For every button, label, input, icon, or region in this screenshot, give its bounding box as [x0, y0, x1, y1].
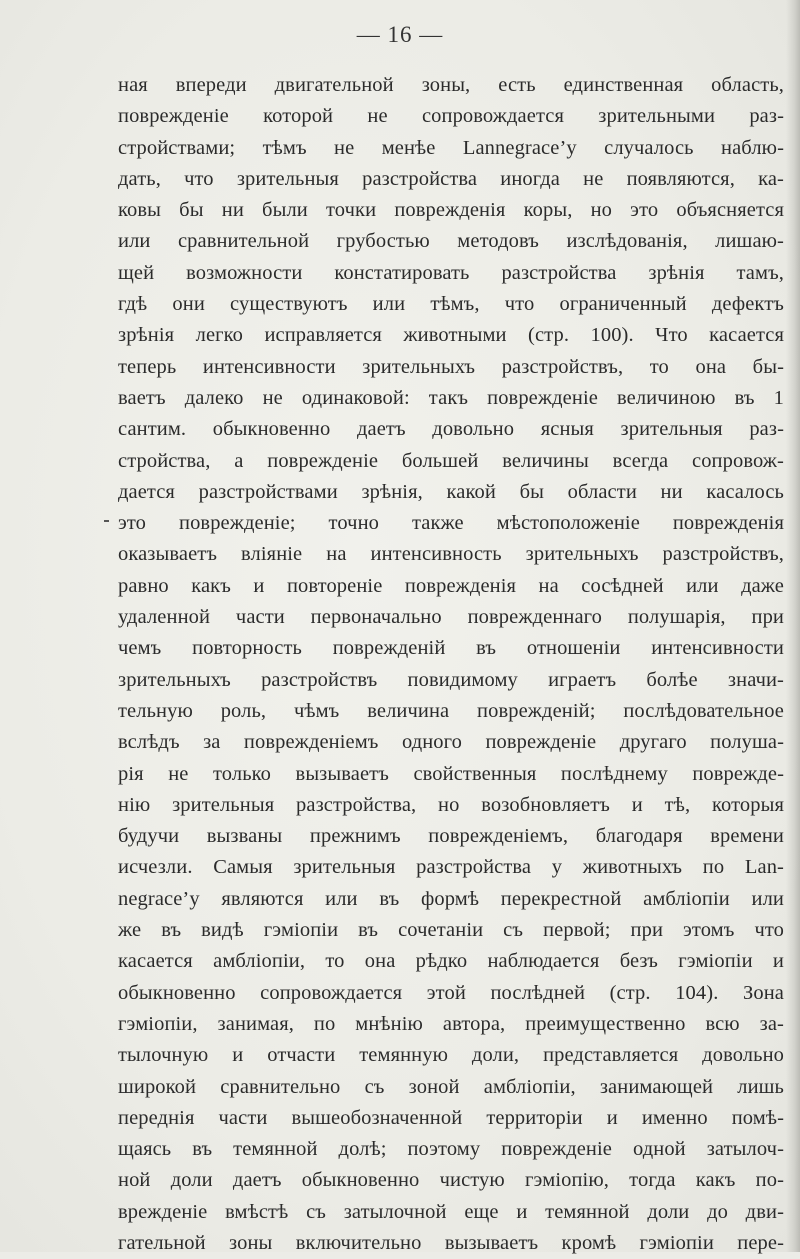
text-line: широкой сравнительно съ зоной амбліопіи, занимающей лишь: [118, 1075, 784, 1098]
text-line: поврежденіе которой не сопровождается зрительными раз-: [118, 105, 784, 128]
text-line: ной доли даетъ обыкновенно чистую гэміопію, тогда какъ по-: [118, 1169, 784, 1192]
text-line: гательной зоны включительно вызываетъ кромѣ гэміопіи пере-: [118, 1231, 784, 1254]
text-line: сантим. обыкновенно даетъ довольно ясныя зрительныя раз-: [118, 418, 784, 441]
text-line: тельную роль, чѣмъ величина поврежденій; послѣдовательное: [118, 699, 784, 722]
text-line: будучи вызваны прежнимъ поврежденіемъ, благодаря времени: [118, 825, 784, 848]
text-line: стройствами; тѣмъ не менѣе Lannegrace’у случалось наблю-: [118, 136, 784, 159]
text-line: стройства, а поврежденіе большей величины всегда сопровож-: [118, 449, 784, 472]
text-line: врежденіе вмѣстѣ съ затылочной еще и темянной доли до дви-: [118, 1200, 784, 1223]
text-line: рія не только вызываетъ свойственныя послѣднему поврежде-: [118, 762, 784, 785]
text-line: или сравнительной грубостью методовъ изслѣдованія, лишаю-: [118, 230, 784, 253]
page-edge-shadow: [786, 0, 800, 1252]
text-line: щей возможности констатировать разстройства зрѣнія тамъ,: [118, 261, 784, 284]
text-line: касается амбліопіи, то она рѣдко наблюдается безъ гэміопіи и: [118, 950, 784, 973]
text-line: гдѣ они существуютъ или тѣмъ, что ограниченный дефектъ: [118, 293, 784, 316]
text-line: оказываетъ вліяніе на интенсивность зрительныхъ разстройствъ,: [118, 543, 784, 566]
text-line: ваетъ далеко не одинаковой: такъ поврежденіе величиною въ 1: [118, 386, 784, 409]
text-line: удаленной части первоначально поврежденнаго полушарія, при: [118, 606, 784, 629]
text-line: нію зрительныя разстройства, но возобновляетъ и тѣ, которыя: [118, 793, 784, 816]
text-line: переднія части вышеобозначенной территоріи и именно помѣ-: [118, 1106, 784, 1129]
text-line: negrace’у являются или въ формѣ перекрестной амбліопіи или: [118, 887, 784, 910]
text-line: ковы бы ни были точки поврежденія коры, но это объясняется: [118, 199, 784, 222]
text-line: это поврежденіе; точно также мѣстоположеніе поврежденія: [118, 512, 784, 535]
text-line: вслѣдъ за поврежденіемъ одного поврежденіе другаго полуша-: [118, 731, 784, 754]
text-line: равно какъ и повтореніе поврежденія на сосѣдней или даже: [118, 574, 784, 597]
text-line: зрительныхъ разстройствъ повидимому играетъ болѣе значи-: [118, 668, 784, 691]
text-line: чемъ повторность поврежденій въ отношеніи интенсивности: [118, 637, 784, 660]
text-line: зрѣнія легко исправляется животными (стр. 100). Что касается: [118, 324, 784, 347]
text-line: ная впереди двигательной зоны, есть единственная область,: [118, 74, 784, 96]
text-line: гэміопіи, занимая, по мнѣнію автора, преимущественно всю за-: [118, 1012, 784, 1035]
text-line: обыкновенно сопровождается этой послѣдней (стр. 104). Зона: [118, 981, 784, 1004]
text-line: дается разстройствами зрѣнія, какой бы области ни касалось: [118, 480, 784, 503]
page-number: — 16 —: [356, 22, 444, 47]
margin-mark: [104, 520, 109, 522]
text-line: щаясь въ темянной долѣ; поэтому поврежденіе одной затылоч-: [118, 1138, 784, 1161]
text-line: исчезли. Самыя зрительныя разстройства у животныхъ по Lan-: [118, 856, 784, 879]
text-line: тылочную и отчасти темянную доли, представляется довольно: [118, 1044, 784, 1067]
text-line: теперь интенсивности зрительныхъ разстройствъ, то она бы-: [118, 355, 784, 378]
text-line: же въ видѣ гэміопіи въ сочетаніи съ первой; при этомъ что: [118, 919, 784, 942]
text-line: дать, что зрительныя разстройства иногда не появляются, ка-: [118, 167, 784, 190]
body-text: [118, 70, 784, 1259]
